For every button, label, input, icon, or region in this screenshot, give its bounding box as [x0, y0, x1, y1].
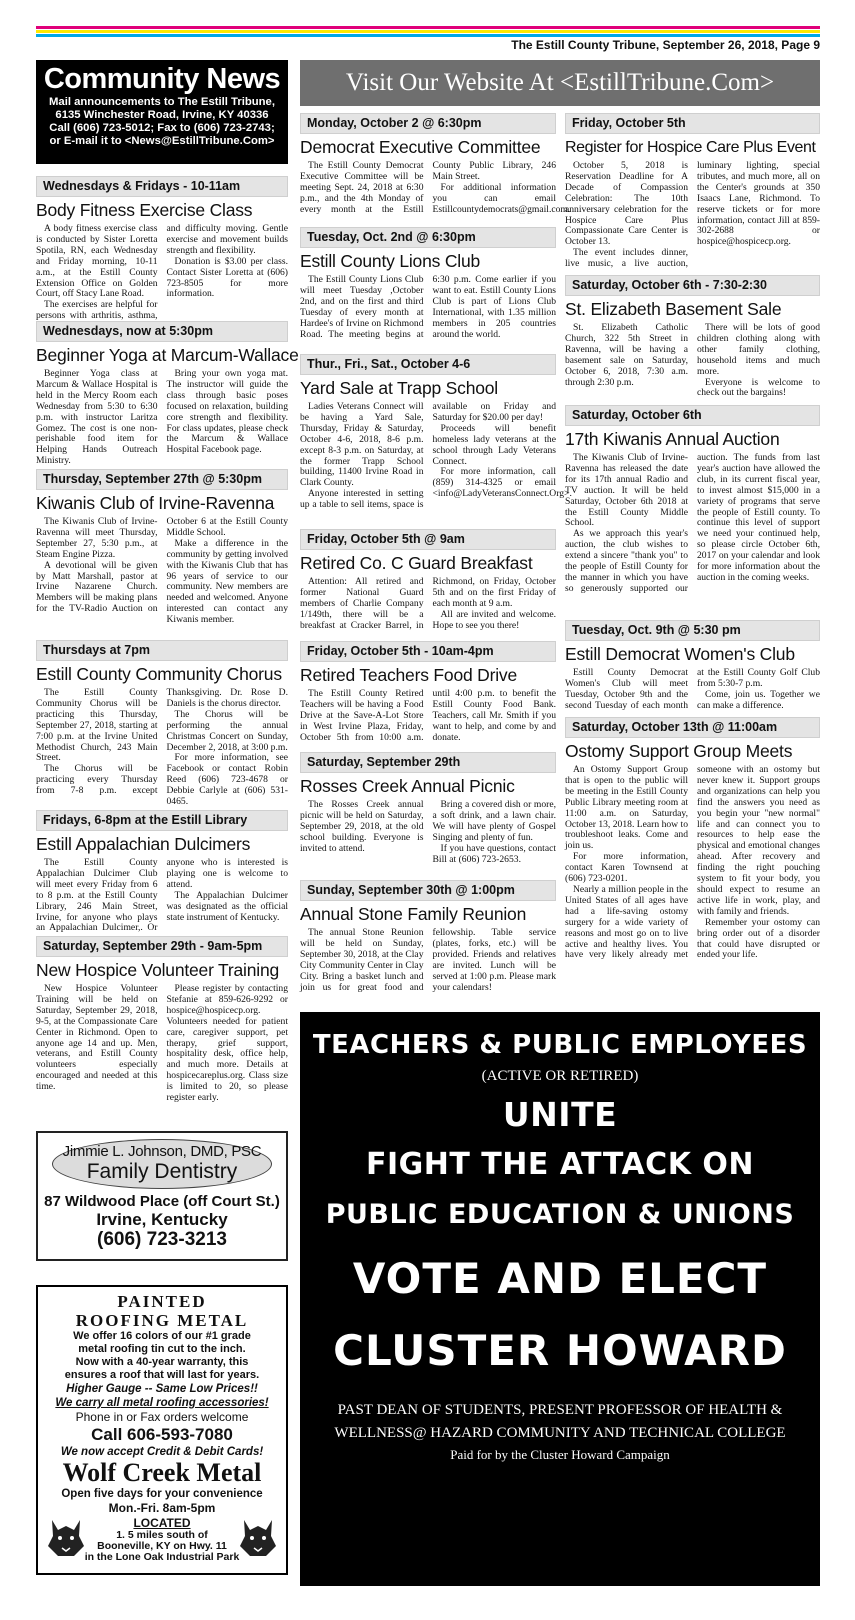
roofing-open: Open five days for your convenience [61, 1488, 263, 1500]
roofing-loc-line: in the Lone Oak Industrial Park [84, 1551, 240, 1563]
event-item [300, 113, 571, 216]
event-body [300, 689, 556, 744]
event-paragraph: As we approach this year's auction, the club wishes to extend a sincere "thank you" to the people of Estill County for the manner in which you have so generously supported our auction. The funds from last year's auction have allowed the club, in its current fiscal year, to invest almost $15,000 in a variety of programs that serve the people of Estill county. To continue this level of support we need your continued help, so please circle October 6th, 2017 on your calendar and look for more information about the auction in the coming weeks. [565, 452, 820, 594]
event-body [300, 401, 572, 511]
event-date-bar: Tuesday, Oct. 9th @ 5:30 pm [565, 620, 820, 641]
roofing-hours: Mon.-Fri. 8am-5pm [108, 1501, 216, 1515]
event-title: Yard Sale at Trapp School [300, 378, 498, 398]
political-credentials: PAST DEAN OF STUDENTS, PRESENT PROFESSOR OF HEALTH & [337, 1402, 783, 1418]
event-date-bar: Thur., Fri., Sat., October 4-6 [300, 354, 556, 375]
roofing-loc-line: 1. 5 miles south of [116, 1529, 208, 1541]
event-paragraph: For additional information you can email Estillcountydemocrats@gmail.com. [432, 181, 571, 215]
roofing-phone-line: Phone in or Fax orders welcome [75, 1410, 249, 1424]
event-body [36, 858, 288, 934]
event-paragraph: The Chorus will be practicing every Thursday from 7-8 p.m. except Thanksgiving. Dr. Rose D. Daniels is the chorus director. [36, 687, 288, 797]
dentist-practice: Family Dentistry [86, 1160, 238, 1183]
event-item [36, 640, 288, 808]
event-item [300, 641, 556, 744]
political-candidate: CLUSTER HOWARD [333, 1326, 787, 1375]
event-paragraph: Nearly a million people in the United States of all ages have had a life-saving ostomy surgery for a wide variety of reasons and most go on to live active and healthy lives. You have very likely already met someone with an ostomy but never knew it. Support groups and organizations can help you find the answers you need as you begin your "new normal" life and can connect you to resources to help ease the physical and emotional changes ahead. After recovery and finding the right pouching system to fit your body, you should expect to resume an active life in work, play, and with family and friends. [565, 764, 820, 961]
event-title: Estill County Lions Club [300, 251, 481, 271]
event-paragraph: October 5, 2018 is Reservation Deadline for A Decade of Compassion Celebration: The 10th anniversary celebration for the Hospice Care Plus Compassionate Care Center is October 13. [565, 160, 688, 248]
event-paragraph: For more information, call (859) 314-4325 or email <info@LadyVeteransConnect.Org>. [432, 466, 572, 500]
event-item [36, 810, 288, 934]
event-title: Ostomy Support Group Meets [565, 741, 793, 761]
political-headline: FIGHT THE ATTACK ON [365, 1147, 754, 1182]
roofing-loc-line: Booneville, KY on Hwy. 11 [97, 1540, 227, 1552]
political-headline: TEACHERS & PUBLIC EMPLOYEES [312, 1030, 808, 1060]
event-body [300, 928, 556, 993]
roofing-headline: ROOFING METAL [75, 1311, 249, 1330]
event-date-bar: Wednesdays, now at 5:30pm [36, 321, 288, 342]
website-banner[interactable]: Visit Our Website At <EstillTribune.Com> [300, 60, 820, 106]
stripe-cyan [36, 34, 820, 37]
event-paragraph: The Kiwanis Club of Irvine-Ravenna will meet Thursday, September 27, 5:30 p.m., at Steam Engine Pizza. [36, 516, 158, 560]
dentist-phone: (606) 723-3213 [97, 1229, 227, 1250]
event-paragraph: The Estill County Democrat Executive Committee will be meeting Sept. 24, 2018 at 6:30 p.m., and the 4th Monday of every month at the Estill County Public Library, 246 Main Street. [300, 160, 556, 215]
event-title: Kiwanis Club of Irvine-Ravenna [36, 493, 275, 513]
event-paragraph: Make a difference in the community by getting involved with the Kiwanis Club that has 96 years of service to our community. New members are needed and welcomed. Anyone interested can contact any Kiwanis member. [166, 537, 288, 626]
event-title: Estill Democrat Women's Club [565, 644, 795, 664]
event-paragraph: St. Elizabeth Catholic Church, 322 5th Street in Ravenna, will be having a basement sale on Saturday, October 6, 2018, 7:30 a.m. through 2:30 p.m. [565, 322, 688, 388]
event-body [36, 984, 288, 1104]
event-date-bar: Saturday, September 29th [300, 752, 556, 773]
event-paragraph: The Chorus will be performing the annual Christmas Concert on Sunday, December 2, 2018, at 3:00 p.m. [166, 708, 288, 753]
event-date-bar: Friday, October 5th @ 9am [300, 529, 556, 550]
roofing-credit: We now accept Credit & Debit Cards! [60, 1446, 264, 1458]
event-date-bar: Tuesday, Oct. 2nd @ 6:30pm [300, 227, 556, 248]
event-paragraph: New Hospice Volunteer Training will be held on Saturday, September 29, 2018, 9-5, at the Compassionate Care Center in Richmond. Open to anyone age 14 and up. Men, veterans, and Estill County volunteers especially encouraged and needed at this time. [36, 983, 158, 1093]
event-paragraph: The exercises are helpful for persons with arthritis, asthma, and difficulty moving. Gentle exercise and movement builds strength and flexibility. [36, 223, 288, 322]
political-ad [300, 1012, 820, 1586]
political-disclaimer: Paid for by the Cluster Howard Campaign [450, 1447, 670, 1462]
dentist-name: Jimmie L. Johnson, DMD, PSC [62, 1143, 262, 1160]
event-item [300, 354, 572, 511]
event-paragraph: Attention: All retired and former National Guard members of Charlie Company 1/149th, there will be a breakfast at Cracker Barrel, in Richmond, on Friday, October 5th and on the first Friday of each month at 9 a.m. [300, 576, 556, 631]
stripe-yellow [36, 30, 820, 33]
event-title: Body Fitness Exercise Class [36, 200, 253, 220]
roofing-call: Call 606-593-7080 [91, 1425, 233, 1444]
event-paragraph: All are invited and welcome. Hope to see you there! [432, 608, 556, 631]
event-paragraph: Please register by contacting Stefanie at 859-626-9292 or hospice@hospicecp.org. Volunteers needed for patient care, caregiver support, pet therapy, grief support, hospitality desk, office help, and much more. Details at hospicecareplus.org. Class size is limited to 20, so please register early. [166, 983, 288, 1104]
roofing-line: ensures a roof that will last for years. [64, 1369, 260, 1381]
event-date-bar: Saturday, October 6th [565, 405, 820, 426]
event-paragraph: The annual Stone Reunion will be held on Sunday, September 30, 2018, at the Clay City Community Center in Clay City. Bring a basket lunch and join us for great food and fellowship. Table service (plates, forks, etc.) will be provided. Friends and relatives are invited. Lunch will be served at 1:00 p.m. Please mark your calendars! [300, 927, 556, 993]
event-paragraph: For more information, contact Karen Townsend at (606) 723-0201. [565, 851, 688, 885]
community-news-box [36, 60, 288, 164]
roofing-headline: PAINTED [117, 1292, 207, 1311]
event-paragraph: Come, join us. Together we can make a difference. [697, 688, 820, 711]
event-item [300, 227, 556, 340]
event-item [565, 113, 820, 270]
event-date-bar: Thursdays at 7pm [36, 640, 288, 661]
wolf-logo-icon [46, 1516, 86, 1558]
roofing-located: LOCATED [133, 1516, 191, 1530]
event-paragraph: A devotional will be given by Matt Marshall, pastor at Irvine Nazarene Church. Members will be making plans for the TV-Radio Auction on October 6 at the Estill County Middle School. [36, 516, 288, 615]
event-paragraph: If you have questions, contact Bill at (606) 723-2653. [432, 842, 556, 865]
event-date-bar: Saturday, October 13th @ 11:00am [565, 717, 820, 738]
roofing-line: We offer 16 colors of our #1 grade [73, 1330, 251, 1342]
event-paragraph: Remember your ostomy can bring order out of a disorder that could have disrupted or ended your life. [697, 916, 820, 961]
event-item [565, 717, 820, 961]
event-item [36, 469, 288, 626]
event-paragraph: Everyone is welcome to check out the bargains! [697, 376, 820, 399]
event-item [565, 620, 820, 712]
event-item [300, 752, 556, 865]
event-body [36, 517, 288, 626]
event-date-bar: Friday, October 5th - 10am-4pm [300, 641, 556, 662]
event-paragraph: Proceeds will benefit homeless lady veterans at the school through Lady Veterans Connect. [432, 422, 556, 467]
event-paragraph: Ladies Veterans Connect will be having a Yard Sale, Thursday, Friday & Saturday, October 4-6, 2018, 8-6 p.m. except 8-3 p.m. on Saturday, at the former Trapp School building, 11400 Irvine Road in Clark County. [300, 401, 424, 489]
event-paragraph: The Estill County Retired Teachers will be having a Food Drive at the Save-A-Lot Store in West Irvine Plaza, Friday, October 5th from 10:00 a.m. until 4:00 p.m. to benefit the Estill County Food Bank. Teachers, call Mr. Smith if you want to help, and come by and donate. [300, 688, 556, 743]
community-news-line: or E-mail it to <News@EstillTribune.Com> [49, 135, 275, 147]
event-title: Retired Teachers Food Drive [300, 665, 518, 685]
event-body [300, 577, 556, 632]
event-date-bar: Thursday, September 27th @ 5:30pm [36, 469, 288, 490]
event-date-bar: Sunday, September 30th @ 1:00pm [300, 880, 556, 901]
community-news-title: Community News [43, 63, 281, 95]
event-paragraph: Estill County Democrat Women's Club will meet Tuesday, October 9th and the second Tuesday of each month at the Estill County Golf Club from 5:30-7 p.m. [565, 667, 820, 711]
event-date-bar: Fridays, 6-8pm at the Estill Library [36, 810, 288, 831]
community-news-line: 6135 Winchester Road, Irvine, KY 40336 [55, 109, 269, 121]
event-body [565, 323, 820, 399]
event-date-bar: Monday, October 2 @ 6:30pm [300, 113, 556, 134]
event-paragraph: The event includes dinner, live music, a live auction, luminary lighting, special tributes, and much more, all on the Center's grounds at 350 Isaacs Lane, Richmond. To reserve tickets or for more information, contact Jill at 859-302-2688 or hospice@hospicecp.org. [565, 160, 820, 270]
political-credentials: WELLNESS@ HAZARD COMMUNITY AND TECHNICAL COLLEGE [334, 1425, 786, 1441]
event-paragraph: Donation is $3.00 per class. Contact Sister Loretta at (606) 723-8505 for more information. [166, 255, 288, 300]
event-date-bar: Saturday, October 6th - 7:30-2:30 [565, 275, 820, 296]
event-title: Democrat Executive Committee [300, 137, 541, 157]
event-paragraph: Bring your own yoga mat. The instructor will guide the class through basic poses focused on relaxation, building core strength and flexibility. For class updates, please check the Marcum & Wallace Hospital Facebook page. [166, 368, 288, 456]
event-paragraph: The Kiwanis Club of Irvine-Ravenna has released the date for its 17th annual Radio and TV auction. It will be held Saturday, October 6th 2018 at the Estill County Middle School. [565, 452, 688, 529]
event-body [565, 453, 820, 595]
roofing-italic: Higher Gauge -- Same Low Prices!! [66, 1383, 258, 1395]
event-title: Annual Stone Family Reunion [300, 904, 527, 924]
event-title: Retired Co. C Guard Breakfast [300, 553, 533, 573]
dentist-address: 87 Wildwood Place (off Court St.) [44, 1193, 280, 1210]
event-item [565, 405, 820, 595]
event-date-bar: Saturday, September 29th - 9am-5pm [36, 936, 288, 957]
political-headline: PUBLIC EDUCATION & UNIONS [325, 1199, 795, 1230]
event-paragraph: An Ostomy Support Group that is open to the public will be meeting in the Estill County Public Library meeting room at 11:00 a.m. on Saturday, October 13, 2018. Learn how to troubleshoot leaks. Come and join us. [565, 764, 688, 852]
event-item [300, 880, 556, 993]
roofing-brand: Wolf Creek Metal [62, 1458, 262, 1487]
event-title: New Hospice Volunteer Training [36, 960, 280, 980]
event-paragraph: The Appalachian Dulcimer was designated as the official state instrument of Kentucky. [166, 889, 288, 923]
event-paragraph: A body fitness exercise class is conducted by Sister Loretta Spotila, RN, each Wednesday and Friday morning, 10-11 a.m., at the Estill County Extension Office on Golden Court, off Stacy Lane Road. [36, 223, 158, 300]
community-news-line: Mail announcements to The Estill Tribune, [49, 96, 275, 108]
event-body [565, 765, 820, 961]
event-paragraph: The Estill County Community Chorus will be practicing this Thursday, September 27, 2018, starting at 7:00 p.m. at the Irvine United Methodist Church, 243 Main Street. [36, 687, 158, 764]
event-paragraph: Beginner Yoga class at Marcum & Wallace Hospital is held in the Mercy Room each Wednesday from 5:30 to 6:30 p.m. with instructor Laritza Gomez. The cost is one non-perishable food item for Helping Hands Outreach Ministry. [36, 368, 158, 467]
event-date-bar: Friday, October 5th [565, 113, 820, 134]
event-body [36, 369, 288, 467]
event-item [36, 321, 299, 467]
dentist-logo-oval [52, 1139, 272, 1189]
event-body [36, 224, 288, 322]
event-body [300, 800, 556, 865]
wolf-logo-icon [238, 1516, 278, 1558]
event-title: 17th Kiwanis Annual Auction [565, 429, 780, 449]
event-title: Estill Appalachian Dulcimers [36, 834, 251, 854]
roofing-location-block [42, 1516, 282, 1562]
event-paragraph: The Estill County Lions Club will meet Tuesday ,October 2nd, and on the first and third Tuesday of every month at Hardee's of Irvine on Richmond Road. The meeting begins at 6:30 p.m. Come earlier if you want to eat. Estill County Lions Club is part of Lions Club International, with 1.35 million members in 205 countries around the world. [300, 274, 556, 340]
event-paragraph: For more information, see Facebook or contact Robin Reed (606) 723-4678 or Debbie Carlyle at (606) 531-0465. [166, 752, 288, 808]
event-paragraph: Bring a covered dish or more, a soft drink, and a lawn chair. We will have plenty of Gospel Singing and plenty of fun. [432, 799, 556, 843]
dentist-city: Irvine, Kentucky [96, 1210, 228, 1229]
event-item [565, 275, 820, 399]
event-item [36, 176, 288, 322]
event-title: Rosses Creek Annual Picnic [300, 776, 515, 796]
political-headline: UNITE [502, 1095, 618, 1134]
event-paragraph: There will be lots of good children clothing along with other family clothing, household items and much more. [697, 322, 820, 377]
event-item [300, 529, 556, 632]
roofing-ad [36, 1285, 288, 1575]
event-paragraph: The Estill County Appalachian Dulcimer Club will meet every Friday from 6 to 8 p.m. at the Estill County Library, 246 Main Street, Irvine, for anyone who plays an Appalachian Dulcimer,. Or anyone who is interested is playing one is welcome to attend. [36, 857, 288, 934]
event-body [300, 160, 571, 216]
roofing-line: Now with a 40-year warranty, this [75, 1356, 249, 1368]
event-body [565, 668, 820, 712]
event-title: Beginner Yoga at Marcum-Wallace [36, 345, 299, 365]
political-subhead: (ACTIVE OR RETIRED) [481, 1068, 639, 1084]
roofing-italic: We carry all metal roofing accessories! [55, 1397, 269, 1409]
event-item [36, 936, 288, 1104]
dentist-ad [36, 1131, 288, 1261]
event-title: Register for Hospice Care Plus Event [565, 139, 816, 156]
event-paragraph: The Rosses Creek annual picnic will be held on Saturday, September 29, 2018, at the old school building. Everyone is invited to attend. [300, 799, 424, 854]
event-title: Estill County Community Chorus [36, 664, 282, 684]
event-body [300, 275, 556, 340]
event-title: St. Elizabeth Basement Sale [565, 299, 782, 319]
running-head: The Estill County Tribune, September 26, 2018, Page 9 [511, 38, 820, 52]
stripe-magenta [36, 26, 820, 29]
political-headline: VOTE AND ELECT [352, 1254, 768, 1303]
roofing-line: metal roofing tin cut to the inch. [78, 1343, 246, 1355]
event-body [36, 688, 288, 808]
event-body [565, 161, 820, 270]
community-news-line: Call (606) 723-5012; Fax to (606) 723-2743; [49, 122, 275, 134]
event-paragraph: Anyone interested in setting up a table to sell items, space is available on Friday and Saturday for $20.00 per day! [300, 401, 556, 511]
event-date-bar: Wednesdays & Fridays - 10-11am [36, 176, 288, 197]
